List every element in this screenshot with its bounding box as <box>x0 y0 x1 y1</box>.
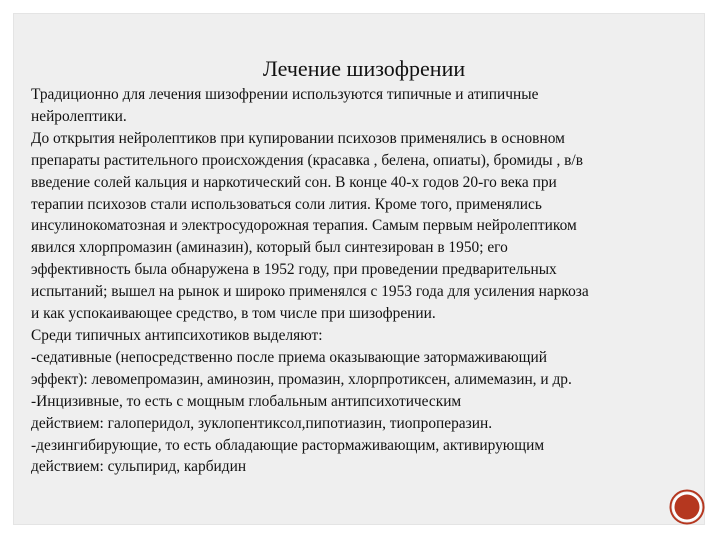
text-line: эффект): левомепромазин, аминозин, промазин, хлорпротиксен, алимемазин, и др. <box>31 370 572 388</box>
text-line: препараты растительного происхождения (красавка , белена, опиаты), бромиды , в/в <box>31 151 583 169</box>
text-line: эффективность была обнаружена в 1952 году, при проведении предварительных <box>31 261 557 279</box>
text-line: явился хлорпромазин (аминазин), который был синтезирован в 1950; его <box>31 239 508 257</box>
text-line: нейролептики. <box>31 107 127 125</box>
text-line: и как успокаивающее средство, в том числе при шизофрении. <box>31 305 436 323</box>
text-line: До открытия нейролептиков при купировании психозов применялись в основном <box>31 129 565 147</box>
text-line: -дезингибирующие, то есть обладающие растормаживающим, активирующим <box>31 436 545 454</box>
text-line: введение солей кальция и наркотический сон. В конце 40-х годов 20-го века при <box>31 173 557 191</box>
corner-badge-icon <box>669 489 705 525</box>
text-line: Среди типичных антипсихотиков выделяют: <box>31 326 323 344</box>
slide-body-text <box>31 84 695 478</box>
text-line: испытаний; вышел на рынок и широко применялся с 1953 года для усиления наркоза <box>31 283 589 301</box>
text-line: действием: галоперидол, зуклопентиксол,пипотиазин, тиопроперазин. <box>31 414 493 432</box>
text-line: -Инцизивные, то есть с мощным глобальным антипсихотическим <box>31 392 462 410</box>
text-line: терапии психозов стали использоваться соли лития. Кроме того, применялись <box>31 195 542 213</box>
text-line: действием: сульпирид, карбидин <box>31 458 247 476</box>
text-line: Традиционно для лечения шизофрении используются типичные и атипичные <box>31 86 539 103</box>
badge-inner-fill <box>675 495 700 520</box>
text-line: -седативные (непосредственно после приема оказывающие затормаживающий <box>31 348 548 366</box>
slide-title: Лечение шизофрении <box>262 56 466 81</box>
text-line: инсулинокоматозная и электросудорожная терапия. Самым первым нейролептиком <box>31 217 577 235</box>
